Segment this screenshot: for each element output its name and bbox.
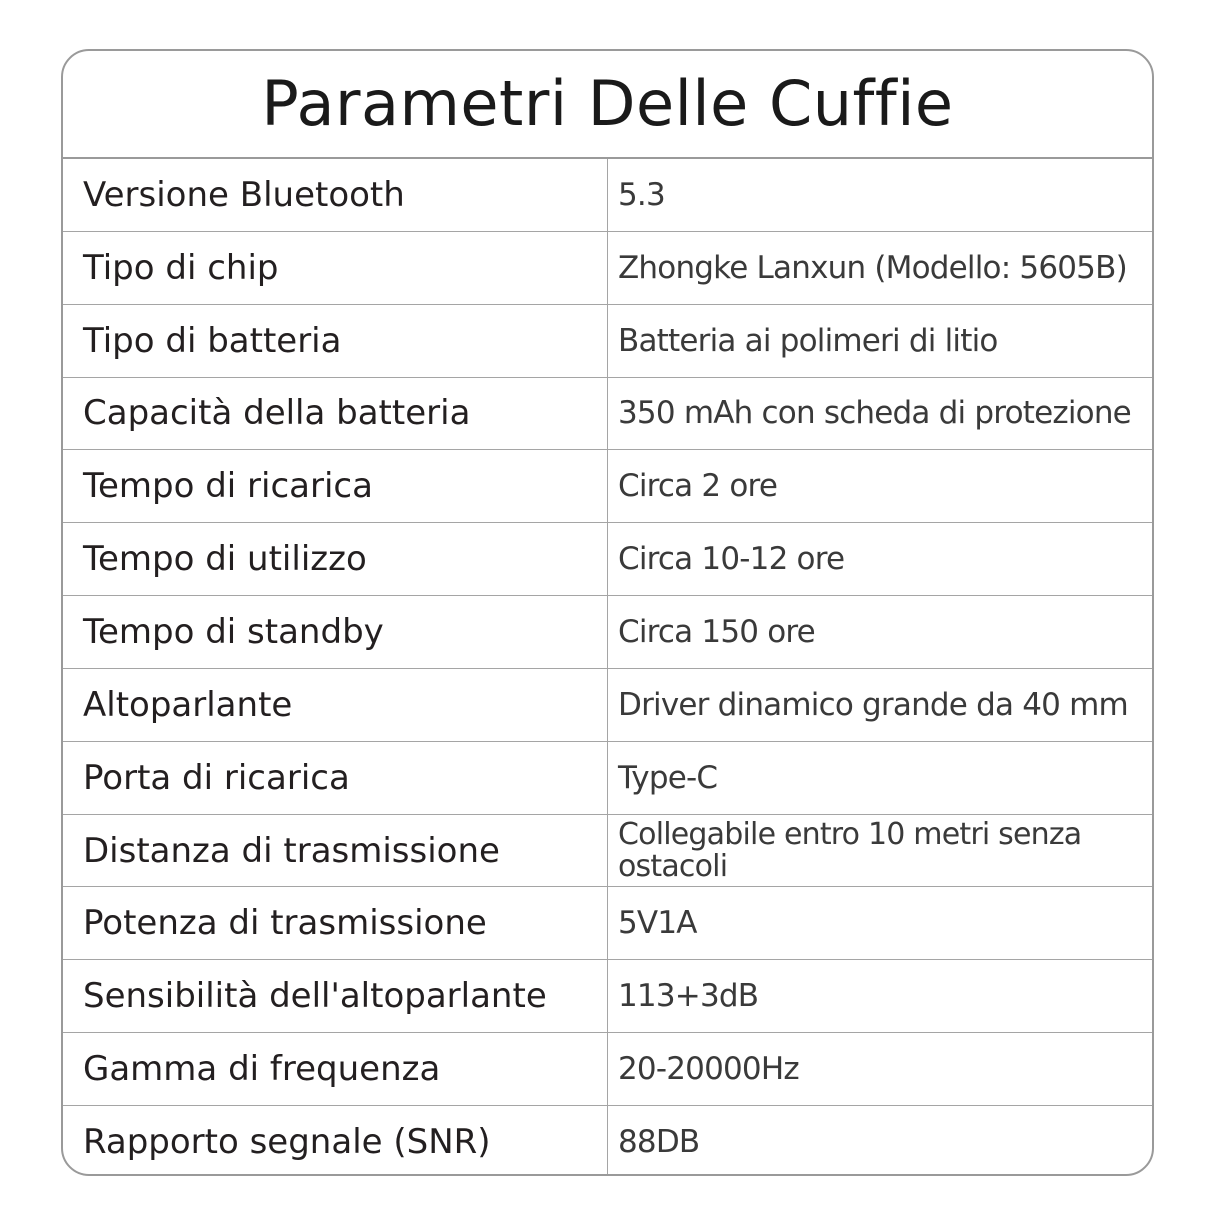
title-row — [63, 51, 1152, 159]
spec-value: 88DB — [618, 1124, 700, 1161]
table-row — [63, 887, 1152, 960]
spec-label: Tempo di ricarica — [63, 450, 608, 522]
spec-value: 113+3dB — [618, 978, 759, 1015]
spec-value: Circa 10-12 ore — [618, 541, 845, 578]
spec-label: Altoparlante — [63, 669, 608, 741]
spec-value: Zhongke Lanxun (Modello: 5605B) — [618, 249, 1127, 286]
table-row — [63, 596, 1152, 669]
table-row — [63, 815, 1152, 888]
spec-label: Tempo di utilizzo — [63, 523, 608, 595]
table-row — [63, 378, 1152, 451]
table-row — [63, 232, 1152, 305]
table-row — [63, 1106, 1152, 1176]
table-row — [63, 305, 1152, 378]
spec-value: Driver dinamico grande da 40 mm — [618, 686, 1128, 723]
spec-table — [63, 159, 1152, 1176]
spec-label: Capacità della batteria — [63, 378, 608, 450]
spec-value: Batteria ai polimeri di litio — [618, 322, 998, 359]
spec-label: Sensibilità dell'altoparlante — [63, 960, 608, 1032]
page-title: Parametri Delle Cuffie — [261, 67, 954, 140]
spec-label: Rapporto segnale (SNR) — [63, 1106, 608, 1176]
spec-label: Tipo di batteria — [63, 305, 608, 377]
spec-label: Gamma di frequenza — [63, 1033, 608, 1105]
spec-value: 5V1A — [618, 905, 697, 942]
spec-label: Distanza di trasmissione — [63, 815, 608, 887]
table-row — [63, 159, 1152, 232]
spec-label: Potenza di trasmissione — [63, 887, 608, 959]
spec-label: Versione Bluetooth — [63, 159, 608, 231]
table-row — [63, 669, 1152, 742]
spec-value: Circa 150 ore — [618, 613, 815, 650]
spec-label: Tempo di standby — [63, 596, 608, 668]
spec-value: 350 mAh con scheda di protezione — [618, 395, 1131, 432]
spec-value: 20-20000Hz — [618, 1051, 799, 1088]
spec-value: Collegabile entro 10 metri senza ostacoli — [618, 816, 1082, 884]
table-row — [63, 450, 1152, 523]
spec-value: Circa 2 ore — [618, 468, 778, 505]
table-row — [63, 523, 1152, 596]
spec-value: 5.3 — [618, 176, 665, 213]
spec-label: Tipo di chip — [63, 232, 608, 304]
table-row — [63, 960, 1152, 1033]
spec-label: Porta di ricarica — [63, 742, 608, 814]
spec-value: Type-C — [618, 759, 718, 796]
table-row — [63, 1033, 1152, 1106]
spec-table-card — [61, 49, 1154, 1176]
table-row — [63, 742, 1152, 815]
